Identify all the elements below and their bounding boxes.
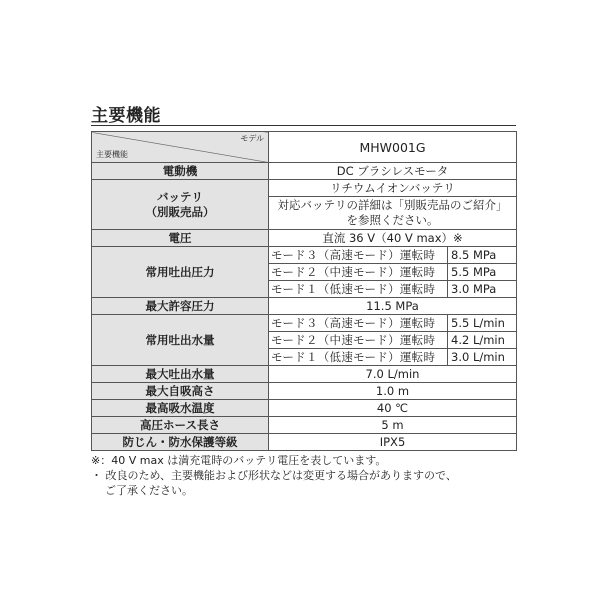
header-diagonal-cell [92, 132, 269, 163]
ip-rating-value: IPX5 [269, 434, 517, 451]
table-row [92, 247, 517, 264]
footnote-change-line2: ご了承ください。 [105, 484, 193, 497]
battery-label [92, 180, 269, 230]
max-allowable-pressure-label: 最大許容圧力 [92, 298, 269, 315]
pressure-mode2-label: モード２（中速モード）運転時 [269, 264, 448, 281]
flow-mode3-label: モード３（高速モード）運転時 [269, 315, 448, 332]
ip-rating-label: 防じん・防水保護等級 [92, 434, 269, 451]
max-flow-value: 7.0 L/min [269, 366, 517, 383]
motor-value: DC ブラシレスモータ [269, 163, 517, 180]
max-flow-label: 最大吐出水量 [92, 366, 269, 383]
voltage-label: 電圧 [92, 230, 269, 247]
pressure-mode1-value: 3.0 MPa [448, 281, 517, 298]
discharge-flow-label: 常用吐出水量 [92, 315, 269, 366]
max-intake-temp-label: 最高吸水温度 [92, 400, 269, 417]
table-row [92, 366, 517, 383]
max-suction-height-label: 最大自吸高さ [92, 383, 269, 400]
table-row [92, 180, 517, 197]
table-row [92, 315, 517, 332]
section-title: 主要機能 [91, 106, 161, 126]
pressure-mode2-value: 5.5 MPa [448, 264, 517, 281]
pressure-mode3-value: 8.5 MPa [448, 247, 517, 264]
battery-note-line2: を参照ください。 [346, 213, 439, 227]
battery-label-line2: （別販売品） [145, 204, 215, 219]
battery-value: リチウムイオンバッテリ [269, 180, 517, 197]
table-row [92, 400, 517, 417]
title-divider [91, 125, 516, 126]
flow-mode3-value: 5.5 L/min [448, 315, 517, 332]
footnotes [91, 453, 531, 498]
pressure-mode3-label: モード３（高速モード）運転時 [269, 247, 448, 264]
voltage-value: 直流 36 V（40 V max）※ [269, 230, 517, 247]
max-intake-temp-value: 40 ℃ [269, 400, 517, 417]
model-name: MHW001G [269, 132, 517, 163]
flow-mode2-value: 4.2 L/min [448, 332, 517, 349]
hose-length-value: 5 m [269, 417, 517, 434]
model-header-label: モデル [240, 134, 264, 143]
table-row [92, 298, 517, 315]
table-row [92, 434, 517, 451]
battery-note-line1: 対応バッテリの詳細は「別販売品のご紹介」 [277, 198, 508, 212]
feature-header-label: 主要機能 [96, 150, 128, 159]
table-header-row [92, 132, 517, 163]
footnote-change-line1: ・ 改良のため、主要機能および形状などは変更する場合がありますので、 [91, 469, 457, 482]
table-row [92, 230, 517, 247]
spec-table [91, 131, 517, 451]
max-allowable-pressure-value: 11.5 MPa [269, 298, 517, 315]
table-row [92, 383, 517, 400]
flow-mode1-label: モード１（低速モード）運転時 [269, 349, 448, 366]
hose-length-label: 高圧ホース長さ [92, 417, 269, 434]
table-row [92, 163, 517, 180]
battery-label-line1: バッテリ [157, 189, 203, 204]
discharge-pressure-label: 常用吐出圧力 [92, 247, 269, 298]
table-row [92, 417, 517, 434]
motor-label: 電動機 [92, 163, 269, 180]
battery-note [269, 197, 517, 230]
flow-mode2-label: モード２（中速モード）運転時 [269, 332, 448, 349]
max-suction-height-value: 1.0 m [269, 383, 517, 400]
flow-mode1-value: 3.0 L/min [448, 349, 517, 366]
footnote-voltage: ※：40 V max は満充電時のバッテリ電圧を表しています。 [91, 454, 387, 467]
pressure-mode1-label: モード１（低速モード）運転時 [269, 281, 448, 298]
